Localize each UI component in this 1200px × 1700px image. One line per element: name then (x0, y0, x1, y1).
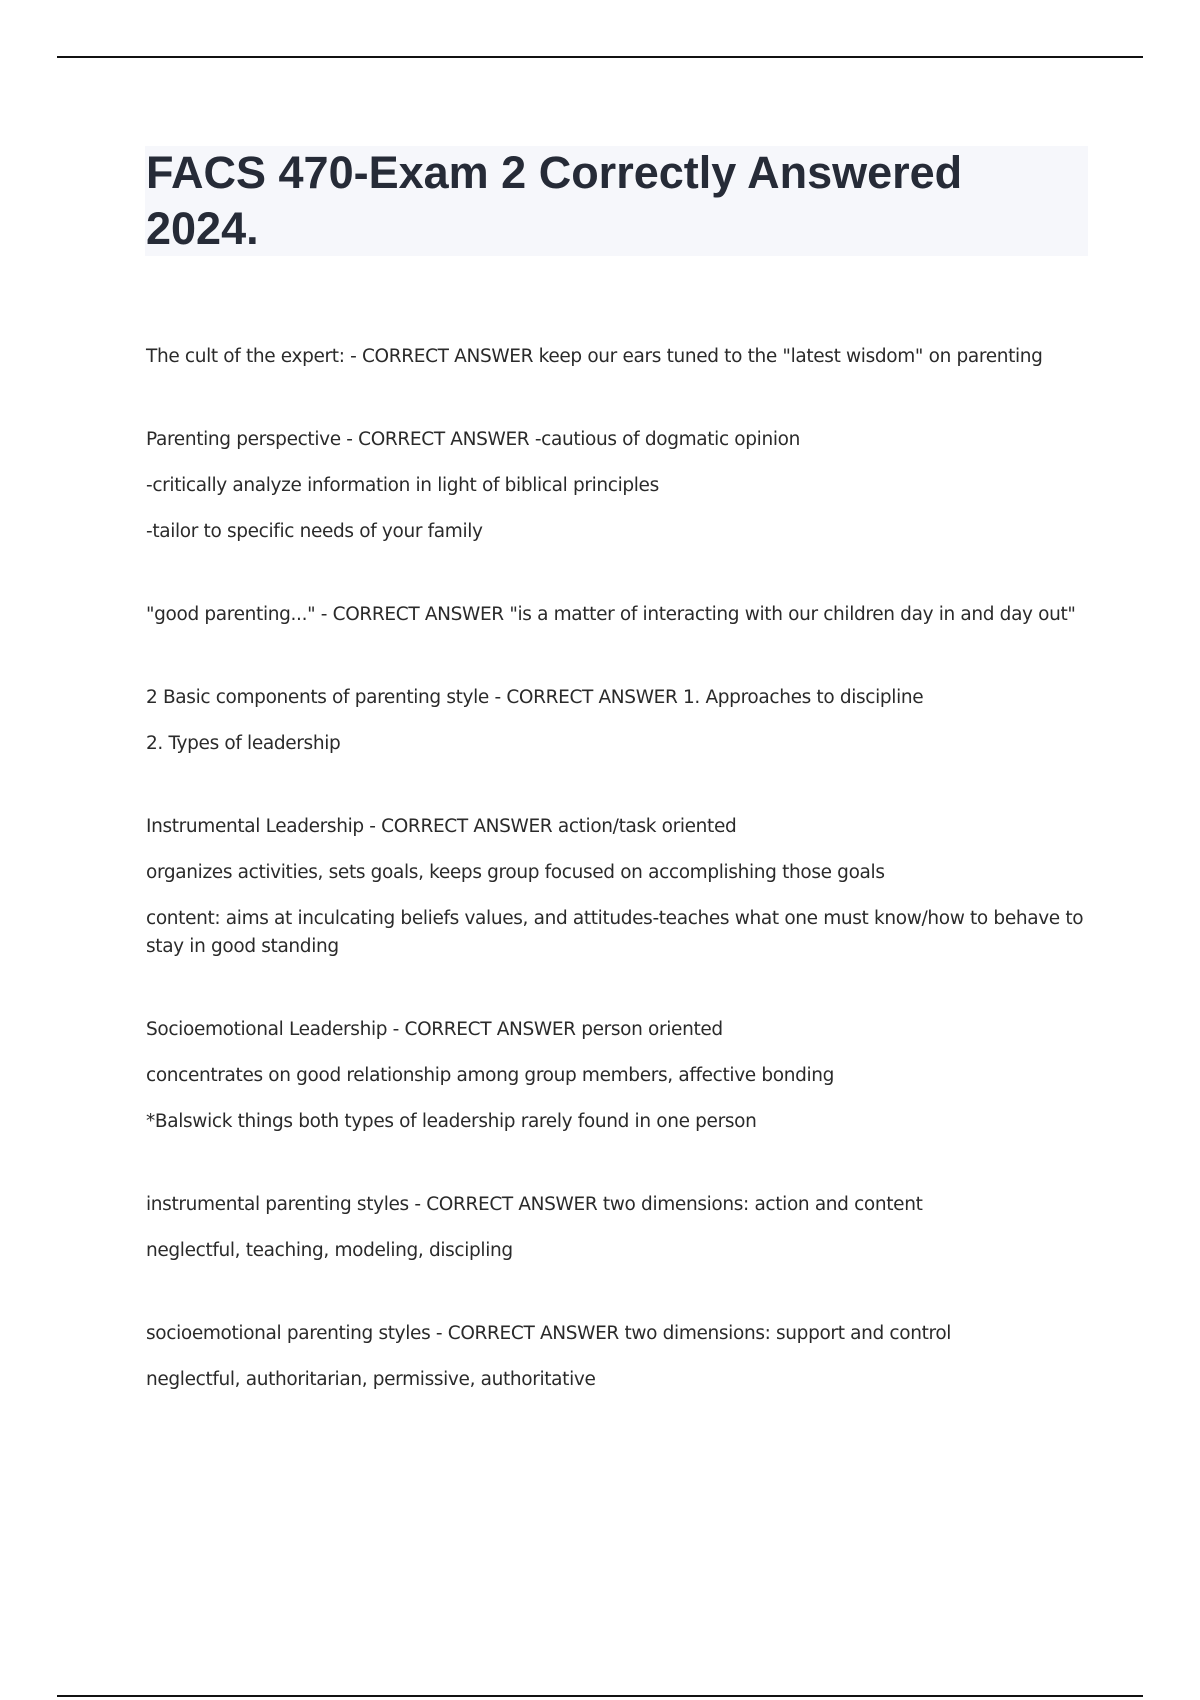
qa-line: "good parenting..." - CORRECT ANSWER "is a matter of interacting with our children day in and day out" (146, 604, 1076, 625)
qa-line: Parenting perspective - CORRECT ANSWER -cautious of dogmatic opinion (146, 429, 800, 450)
qa-entry-socioemotional-styles (146, 1320, 1091, 1394)
qa-entry-basic-components (146, 684, 1091, 758)
qa-line: instrumental parenting styles - CORRECT ANSWER two dimensions: action and content (146, 1194, 923, 1215)
top-rule (57, 56, 1143, 58)
qa-line: Socioemotional Leadership - CORRECT ANSWER person oriented (146, 1019, 723, 1040)
qa-line: content: aims at inculcating beliefs values, and attitudes-teaches what one must know/how to behave to stay in good standing (146, 908, 1089, 957)
bottom-rule (57, 1695, 1143, 1697)
qa-line: neglectful, authoritarian, permissive, authoritative (146, 1369, 596, 1390)
qa-line: 2. Types of leadership (146, 733, 341, 754)
qa-entry-parenting-perspective (146, 426, 1091, 546)
qa-line: -tailor to specific needs of your family (146, 521, 483, 542)
qa-entry-good-parenting (146, 601, 1091, 629)
qa-line: socioemotional parenting styles - CORRECT ANSWER two dimensions: support and control (146, 1323, 952, 1344)
document-title: FACS 470-Exam 2 Correctly Answered 2024. (146, 147, 963, 254)
qa-list (146, 343, 1091, 1449)
qa-line: Instrumental Leadership - CORRECT ANSWER action/task oriented (146, 816, 737, 837)
qa-entry-instrumental-leadership (146, 813, 1091, 961)
qa-line: The cult of the expert: - CORRECT ANSWER keep our ears tuned to the "latest wisdom" on parenting (146, 346, 1043, 367)
qa-line: *Balswick things both types of leadership rarely found in one person (146, 1111, 757, 1132)
qa-line: 2 Basic components of parenting style - CORRECT ANSWER 1. Approaches to discipline (146, 687, 924, 708)
qa-line: organizes activities, sets goals, keeps group focused on accomplishing those goals (146, 862, 885, 883)
qa-entry-instrumental-styles (146, 1191, 1091, 1265)
qa-line: neglectful, teaching, modeling, discipling (146, 1240, 513, 1261)
qa-line: -critically analyze information in light of biblical principles (146, 475, 659, 496)
qa-line: concentrates on good relationship among group members, affective bonding (146, 1065, 835, 1086)
qa-entry-cult-of-expert (146, 343, 1091, 371)
qa-entry-socioemotional-leadership (146, 1016, 1091, 1136)
